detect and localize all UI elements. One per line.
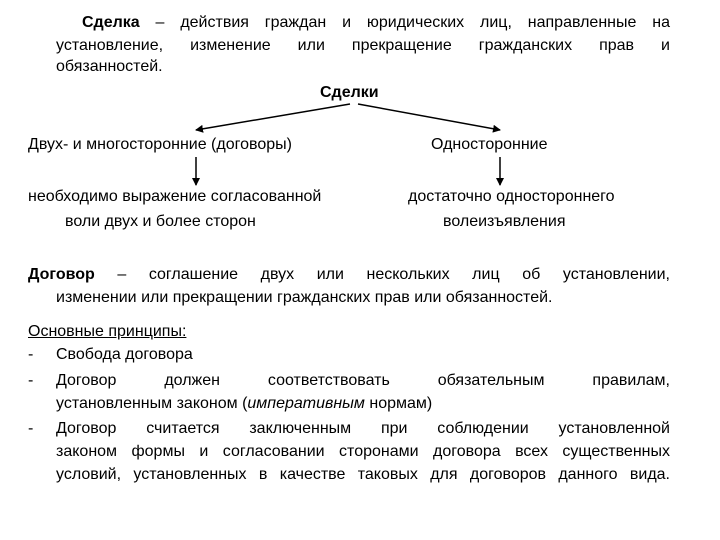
deal-definition-line-1 xyxy=(82,14,670,32)
deal-term: Сделка xyxy=(82,14,140,31)
principle-2-line-2-end: нормам) xyxy=(364,395,433,412)
contract-definition-line-2: изменении или прекращении гражданских прав или обязанностей. xyxy=(56,289,553,306)
principle-2-line-1: Договор должен соответствовать обязательным правилам, xyxy=(56,372,670,389)
contract-definition-line-1 xyxy=(28,266,670,284)
principle-3-line-2: законом формы и согласовании сторонами договора всех существенных xyxy=(56,443,670,460)
diagram-root-label: Сделки xyxy=(320,84,379,101)
contract-definition-text: – соглашение двух или нескольких лиц об установлении, xyxy=(94,266,670,283)
principle-2-imperative-word: императивным xyxy=(247,395,365,412)
diagram-left-note-line-1: необходимо выражение согласованной xyxy=(28,188,322,205)
principle-1-text: Свобода договора xyxy=(56,346,193,363)
principle-3-line-1: Договор считается заключенным при соблюдении установленной xyxy=(56,420,670,437)
principle-2-line-2 xyxy=(56,395,432,413)
principle-3-line-3: условий, установленных в качестве таковых для договоров данного вида. xyxy=(56,466,670,483)
principle-2-bullet: - xyxy=(28,372,34,389)
diagram-left-branch: Двух- и многосторонние (договоры) xyxy=(28,136,292,153)
principle-3-bullet: - xyxy=(28,420,34,437)
diagram-right-branch: Односторонние xyxy=(431,136,548,153)
principle-2-line-2-start: установленным законом ( xyxy=(56,395,248,412)
principle-1-bullet: - xyxy=(28,346,34,363)
diagram-left-note-line-2: воли двух и более сторон xyxy=(65,213,256,230)
deal-definition-line-3: обязанностей. xyxy=(56,58,163,75)
contract-term: Договор xyxy=(28,266,95,283)
diagram-right-note-line-1: достаточно одностороннего xyxy=(408,188,615,205)
arrow-to-left-branch xyxy=(196,104,350,130)
diagram-right-note-line-2: волеизъявления xyxy=(443,213,566,230)
deal-definition-line-2: установление, изменение или прекращение гражданских прав и xyxy=(56,37,670,54)
principles-heading: Основные принципы: xyxy=(28,323,187,340)
deal-definition-text: – действия граждан и юридических лиц, направленные на xyxy=(139,14,670,31)
arrow-to-right-branch xyxy=(358,104,500,130)
